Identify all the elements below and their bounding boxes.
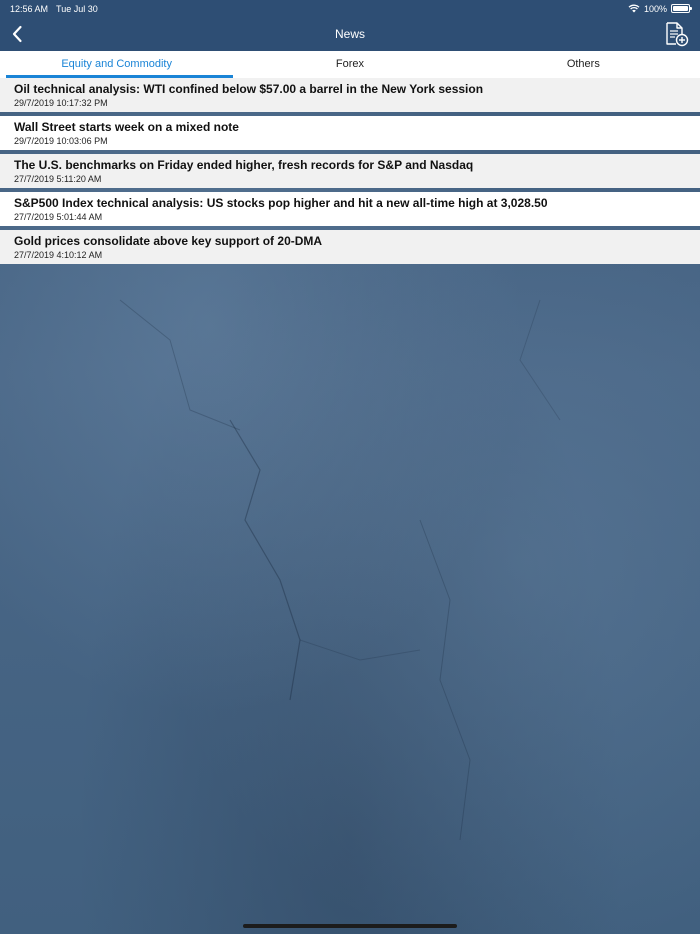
news-item[interactable] [0, 78, 700, 112]
tab-bar [0, 51, 700, 78]
news-timestamp: 29/7/2019 10:03:06 PM [14, 136, 108, 146]
battery-percent: 100% [643, 3, 667, 14]
news-title: The U.S. benchmarks on Friday ended higher, fresh records for S&P and Nasdaq [14, 158, 474, 172]
status-date: Tue Jul 30 [56, 3, 98, 14]
tab-others[interactable]: Others [566, 58, 600, 70]
home-indicator[interactable] [243, 924, 457, 928]
news-item[interactable] [0, 192, 700, 226]
news-timestamp: 27/7/2019 5:11:20 AM [14, 174, 102, 184]
wifi-icon [628, 4, 640, 13]
page-title: News [334, 27, 365, 41]
add-document-icon [663, 21, 689, 47]
status-time: 12:56 AM [10, 3, 49, 14]
news-timestamp: 27/7/2019 5:01:44 AM [14, 212, 103, 222]
navigation-bar [0, 17, 700, 51]
news-title: Wall Street starts week on a mixed note [14, 120, 239, 134]
news-item[interactable] [0, 230, 700, 264]
battery-icon [671, 4, 690, 13]
news-item[interactable] [0, 116, 700, 150]
news-timestamp: 29/7/2019 10:17:32 PM [14, 98, 108, 108]
news-title: Gold prices consolidate above key support of 20-DMA [14, 234, 323, 248]
tab-equity-and-commodity[interactable]: Equity and Commodity [0, 51, 233, 78]
news-title: Oil technical analysis: WTI confined below $57.00 a barrel in the New York session [14, 82, 484, 96]
news-title: S&P500 Index technical analysis: US stocks pop higher and hit a new all-time high at 3,028.50 [14, 196, 548, 210]
add-document-button[interactable] [662, 20, 690, 48]
status-bar [0, 0, 700, 17]
news-item[interactable] [0, 154, 700, 188]
news-timestamp: 27/7/2019 4:10:12 AM [14, 250, 103, 260]
tab-forex[interactable]: Forex [335, 58, 365, 70]
news-list [0, 78, 700, 268]
